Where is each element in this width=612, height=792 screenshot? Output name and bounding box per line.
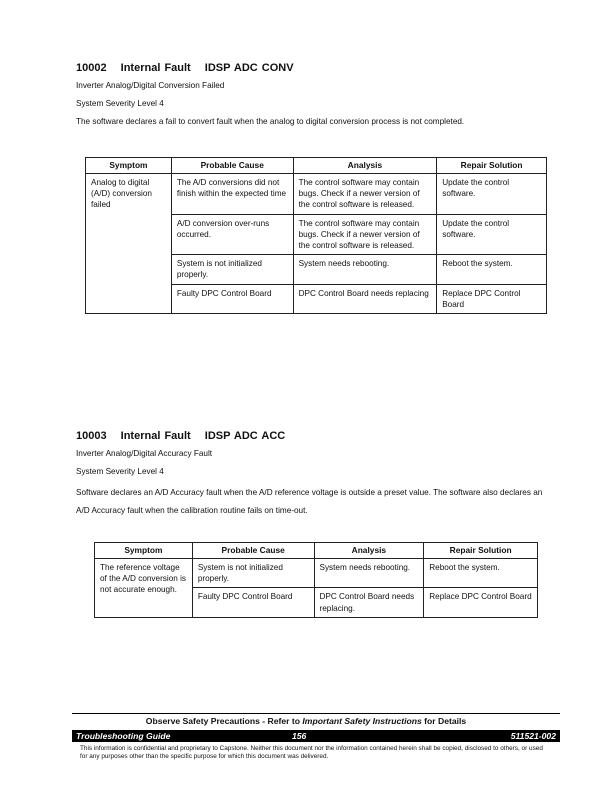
safety-suffix: for Details bbox=[421, 716, 467, 726]
fault-code: 10002 bbox=[76, 62, 107, 74]
fault-category: Internal Fault bbox=[120, 430, 191, 442]
header-repair-solution: Repair Solution bbox=[437, 158, 547, 174]
header-analysis: Analysis bbox=[314, 543, 424, 559]
symptom-cell: Analog to digital (A/D) conversion failed bbox=[86, 174, 172, 314]
fault-title bbox=[76, 62, 556, 74]
analysis-cell: The control software may contain bugs. Check if a newer version of the control software is released. bbox=[293, 214, 437, 255]
fault-table-10002 bbox=[85, 157, 547, 314]
document-number: 511521-002 bbox=[510, 731, 556, 741]
severity-level: System Severity Level 4 bbox=[76, 99, 164, 108]
header-probable-cause: Probable Cause bbox=[192, 543, 314, 559]
page-number: 156 bbox=[292, 731, 307, 741]
repair-cell: Reboot the system. bbox=[437, 255, 547, 284]
header-repair-solution: Repair Solution bbox=[424, 543, 538, 559]
analysis-cell: DPC Control Board needs replacing bbox=[293, 284, 437, 313]
analysis-cell: System needs rebooting. bbox=[314, 559, 424, 588]
cause-cell: The A/D conversions did not finish within the expected time bbox=[171, 174, 293, 215]
cause-cell: A/D conversion over-runs occurred. bbox=[171, 214, 293, 255]
table-row bbox=[86, 174, 547, 215]
repair-cell: Replace DPC Control Board bbox=[437, 284, 547, 313]
fault-table-10003 bbox=[94, 542, 538, 618]
header-symptom: Symptom bbox=[95, 543, 193, 559]
cause-cell: System is not initialized properly. bbox=[192, 559, 314, 588]
header-analysis: Analysis bbox=[293, 158, 437, 174]
footer-bar bbox=[72, 730, 560, 742]
safety-note bbox=[0, 716, 612, 726]
fault-title bbox=[76, 430, 556, 442]
fault-name: IDSP ADC ACC bbox=[204, 430, 286, 442]
safety-prefix: Observe Safety Precautions - Refer to bbox=[145, 716, 303, 726]
repair-cell: Update the control software. bbox=[437, 174, 547, 215]
header-probable-cause: Probable Cause bbox=[171, 158, 293, 174]
fault-subtitle: Inverter Analog/Digital Accuracy Fault bbox=[76, 449, 213, 458]
fault-subtitle: Inverter Analog/Digital Conversion Failed bbox=[76, 81, 225, 90]
guide-title: Troubleshooting Guide bbox=[76, 731, 171, 741]
fault-name: IDSP ADC CONV bbox=[204, 62, 294, 74]
cause-cell: Faulty DPC Control Board bbox=[192, 588, 314, 617]
fault-category: Internal Fault bbox=[120, 62, 191, 74]
repair-cell: Replace DPC Control Board bbox=[424, 588, 538, 617]
severity-level: System Severity Level 4 bbox=[76, 467, 164, 476]
symptom-cell: The reference voltage of the A/D conversion is not accurate enough. bbox=[95, 559, 193, 618]
table-row bbox=[95, 559, 538, 588]
footer-divider bbox=[72, 713, 560, 714]
cause-cell: System is not initialized properly. bbox=[171, 255, 293, 284]
fault-code: 10003 bbox=[76, 430, 107, 442]
repair-cell: Reboot the system. bbox=[424, 559, 538, 588]
fault-section-10002 bbox=[76, 62, 556, 134]
confidentiality-notice: This information is confidential and proprietary to Capstone. Neither this document nor the information contained herein shall be copied, disclosed to others, or used for any purposes other than the specific purpose for which this document was delivered. bbox=[80, 745, 543, 760]
cause-cell: Faulty DPC Control Board bbox=[171, 284, 293, 313]
fault-description: The software declares a fail to convert fault when the analog to digital conversion process is not completed. bbox=[76, 117, 465, 126]
table-header-row bbox=[95, 543, 538, 559]
fault-section-10003 bbox=[76, 430, 556, 520]
repair-cell: Update the control software. bbox=[437, 214, 547, 255]
analysis-cell: The control software may contain bugs. Check if a newer version of the control software is released. bbox=[293, 174, 437, 215]
analysis-cell: DPC Control Board needs replacing. bbox=[314, 588, 424, 617]
analysis-cell: System needs rebooting. bbox=[293, 255, 437, 284]
header-symptom: Symptom bbox=[86, 158, 172, 174]
safety-link-text: Important Safety Instructions bbox=[302, 716, 422, 726]
fault-description: Software declares an A/D Accuracy fault when the A/D reference voltage is outside a preset value. The software also declares an A/D Accuracy fault when the calibration routine fails on time-out. bbox=[76, 488, 543, 515]
table-header-row bbox=[86, 158, 547, 174]
